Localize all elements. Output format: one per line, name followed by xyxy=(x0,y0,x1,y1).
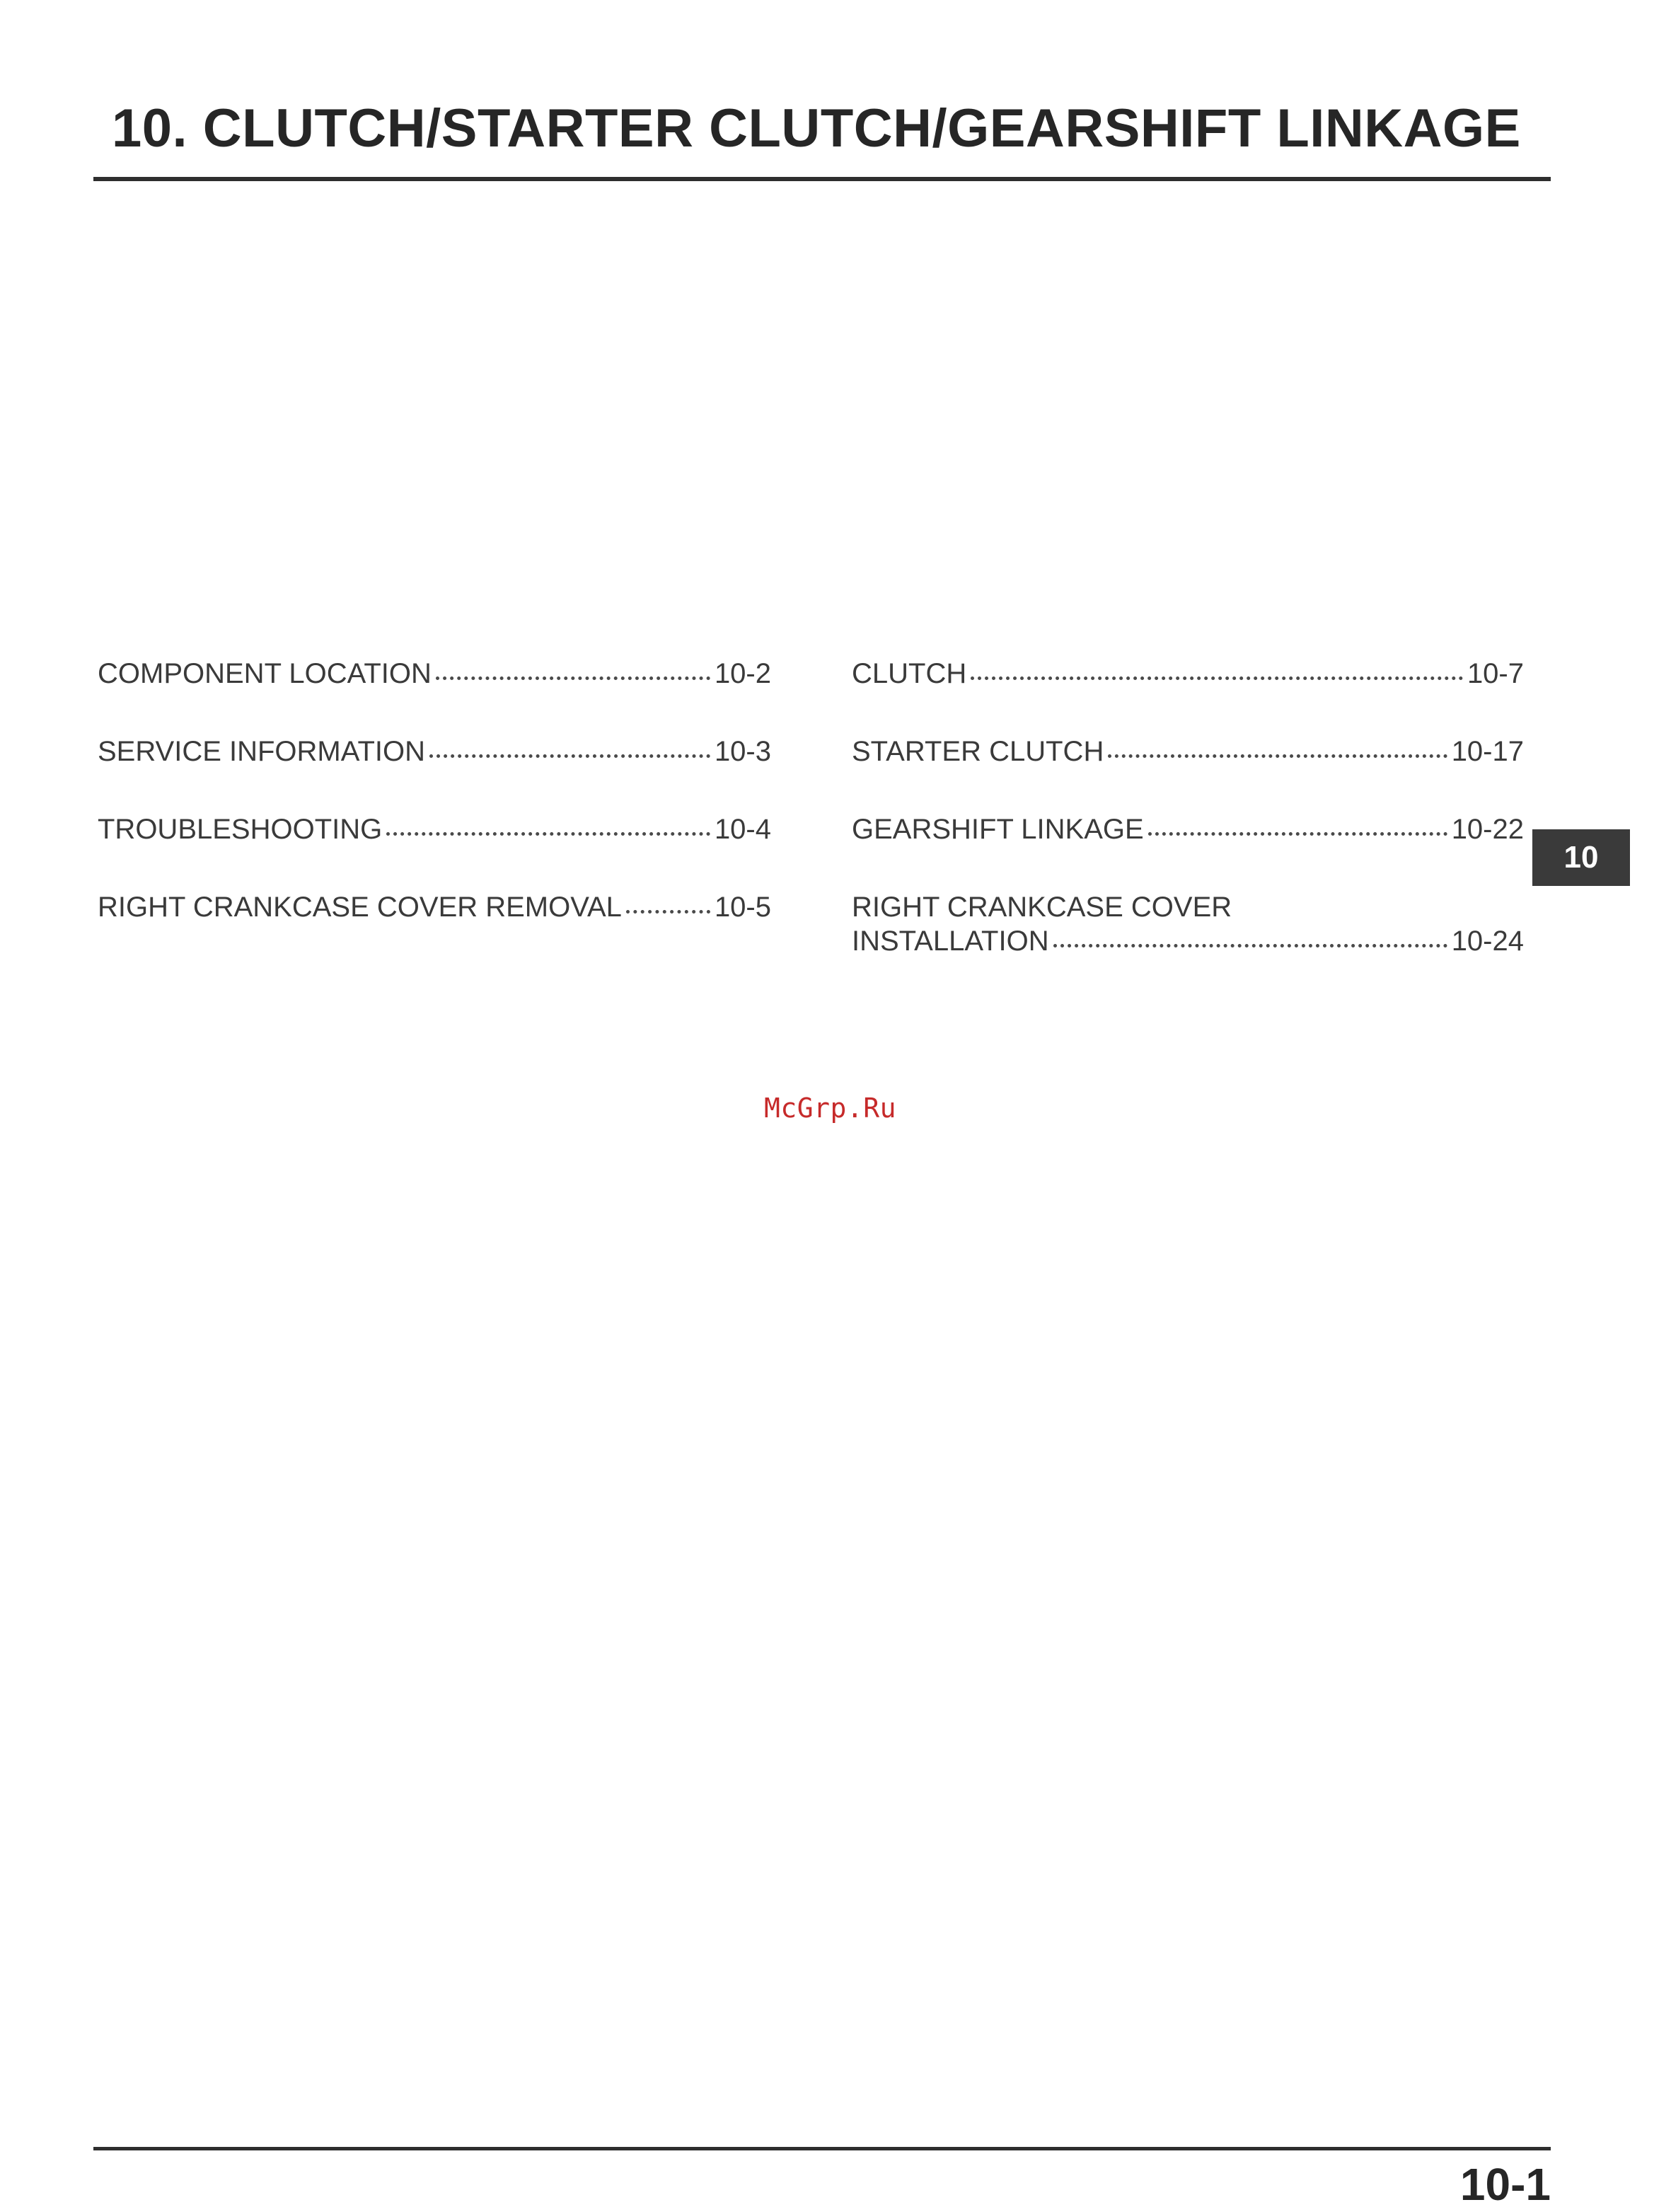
toc-entry-page: 10-17 xyxy=(1451,736,1524,767)
title-divider xyxy=(93,177,1551,181)
section-tab-marker: 10 xyxy=(1532,829,1630,886)
toc-entry-starter-clutch[interactable] xyxy=(852,736,1524,768)
toc-entry-page: 10-5 xyxy=(714,892,771,923)
toc-dot-leader xyxy=(626,910,710,914)
toc-entry-label-line2: INSTALLATION xyxy=(852,926,1049,957)
footer-divider xyxy=(93,2147,1551,2150)
toc-entry-first-line xyxy=(852,890,1524,924)
toc-entry-label: GEARSHIFT LINKAGE xyxy=(852,814,1144,845)
toc-entry-second-line xyxy=(852,924,1524,958)
toc-dot-leader xyxy=(386,832,710,836)
toc-entry-label: TROUBLESHOOTING xyxy=(98,814,383,845)
toc-entry-label-line1: RIGHT CRANKCASE COVER xyxy=(852,892,1232,923)
watermark: McGrp.Ru xyxy=(764,1093,897,1124)
toc-entry-right-crankcase-cover-removal[interactable] xyxy=(98,892,771,923)
toc-dot-leader xyxy=(1108,754,1447,758)
toc-dot-leader xyxy=(971,676,1463,680)
toc-dot-leader xyxy=(436,676,710,680)
toc-entry-label: RIGHT CRANKCASE COVER REMOVAL xyxy=(98,892,622,923)
toc-dot-leader xyxy=(1148,832,1447,836)
page-title: 10. CLUTCH/STARTER CLUTCH/GEARSHIFT LINKAGE xyxy=(112,98,1521,159)
toc-dot-leader xyxy=(1053,944,1447,947)
toc-entry-service-information[interactable] xyxy=(98,736,771,768)
toc-entry-page: 10-4 xyxy=(714,814,771,845)
toc-dot-leader xyxy=(429,754,710,758)
toc-entry-troubleshooting[interactable] xyxy=(98,814,771,846)
toc-entry-page: 10-3 xyxy=(714,736,771,767)
toc-entry-page: 10-7 xyxy=(1467,658,1524,689)
page-number: 10-1 xyxy=(1459,2159,1551,2210)
toc-entry-label: SERVICE INFORMATION xyxy=(98,736,426,767)
toc-entry-label: CLUTCH xyxy=(852,658,967,689)
toc-entry-right-crankcase-cover-installation[interactable] xyxy=(852,890,1524,958)
toc-entry-page: 10-22 xyxy=(1451,814,1524,845)
toc-entry-page: 10-24 xyxy=(1451,926,1524,957)
toc-entry-clutch[interactable] xyxy=(852,658,1524,690)
toc-entry-page: 10-2 xyxy=(714,658,771,689)
toc-entry-component-location[interactable] xyxy=(98,658,771,690)
toc-entry-gearshift-linkage[interactable] xyxy=(852,814,1524,846)
toc-entry-label: STARTER CLUTCH xyxy=(852,736,1104,767)
toc-entry-label: COMPONENT LOCATION xyxy=(98,658,432,689)
